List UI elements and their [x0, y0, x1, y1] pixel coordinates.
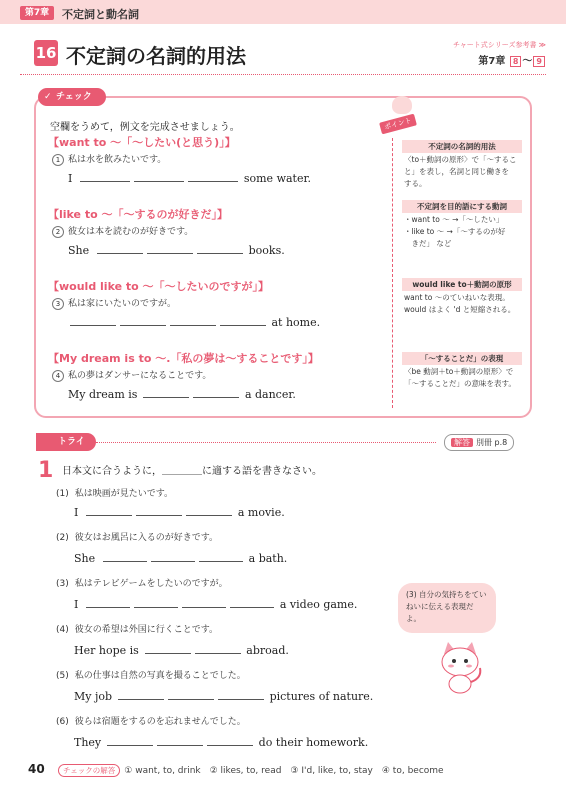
answer-blank[interactable]: [188, 172, 238, 182]
question-number: 3: [52, 298, 64, 310]
answer-blank[interactable]: [220, 316, 266, 326]
point-divider: [392, 138, 393, 408]
check-question-en: [68, 172, 311, 185]
point-heading: 「～することだ」の表現: [402, 352, 522, 365]
point-heading: 不定詞を目的語にする動詞: [402, 200, 522, 213]
item-jp-text: 彼らは宿題をするのを忘れませんでした。: [74, 717, 246, 727]
en-end: a bath.: [248, 552, 288, 565]
point-heading: 不定詞の名詞的用法: [402, 140, 522, 153]
question-number: 1: [52, 154, 64, 166]
reference-from: 8: [510, 56, 522, 67]
try-question-jp: [56, 530, 218, 543]
answer-blank[interactable]: [230, 598, 274, 608]
problem-number: 1: [38, 458, 54, 483]
answer-ref-page: 別冊 p.8: [476, 438, 508, 447]
point-line: would はよく 'd と短縮される。: [404, 305, 516, 314]
try-question-en: [74, 552, 287, 565]
check-answers: [58, 763, 444, 777]
answer-blank[interactable]: [182, 598, 226, 608]
answer-blank[interactable]: [151, 552, 195, 562]
reference-chapter: 第7章 8 ～ 9: [478, 52, 546, 67]
try-question-jp: [56, 714, 246, 727]
en-end: do their homework.: [258, 736, 369, 749]
answer-blank[interactable]: [107, 736, 153, 746]
en-start: My dream is: [68, 388, 138, 401]
point-line: きだ」 など: [404, 239, 452, 248]
point-line: 「～することだ」の意味を表す。: [404, 379, 516, 388]
try-question-jp: [56, 486, 173, 499]
try-question-jp: [56, 668, 246, 681]
en-end: abroad.: [246, 644, 289, 657]
answer-blank[interactable]: [120, 316, 166, 326]
item-number: (5): [56, 671, 69, 681]
en-end: at home.: [271, 316, 321, 329]
point-heading: would like to＋動詞の原形: [402, 278, 522, 291]
check-question-jp: [52, 224, 193, 238]
try-instruction: 日本文に合うように，＿＿＿＿に適する語を書きなさい。: [62, 466, 322, 477]
reference-to: 9: [533, 56, 545, 67]
reference-series: チャート式シリーズ参考書 ≫: [453, 41, 546, 49]
try-question-en: [74, 644, 289, 657]
en-end: a video game.: [279, 598, 358, 611]
en-end: books.: [248, 244, 285, 257]
answer-blank[interactable]: [197, 244, 243, 254]
check-question-jp: [52, 368, 211, 382]
question-jp-text: 私の夢はダンサーになることです。: [68, 371, 212, 381]
lesson-number: 16: [34, 40, 58, 66]
item-jp-text: 私はテレビゲームをしたいのですが。: [74, 579, 228, 589]
en-end: a movie.: [237, 506, 285, 519]
check-section-title: 【want to ～「～したい(と思う)」】: [48, 136, 236, 149]
answer-reference[interactable]: [444, 434, 514, 451]
en-start: She: [74, 552, 96, 565]
answer-blank[interactable]: [134, 598, 178, 608]
check-question-jp: [52, 296, 176, 310]
cat-mascot-icon: [430, 640, 490, 694]
item-jp-text: 彼女はお風呂に入るのが好きです。: [74, 533, 219, 543]
item-jp-text: 彼女の希望は外国に行くことです。: [74, 625, 219, 635]
answer-blank[interactable]: [170, 316, 216, 326]
item-number: (2): [56, 533, 69, 543]
try-divider: [96, 442, 436, 443]
question-jp-text: 私は家にいたいのですが。: [68, 299, 177, 309]
en-end: a dancer.: [244, 388, 296, 401]
answer-blank[interactable]: [186, 506, 232, 516]
point-line: want to ～のていねいな表現。: [404, 293, 510, 302]
point-line: と」を表し，名詞と同じ働きを: [404, 167, 509, 176]
answer-blank[interactable]: [134, 172, 184, 182]
check-question-en: [68, 388, 296, 401]
en-start: They: [74, 736, 102, 749]
item-number: (1): [56, 489, 69, 499]
try-question-jp: [56, 576, 228, 589]
point-line: 〈to＋動詞の原形〉で「～するこ: [404, 155, 517, 164]
answer-blank[interactable]: [70, 316, 116, 326]
answer-blank[interactable]: [103, 552, 147, 562]
check-tab: チェック: [38, 88, 106, 106]
speech-bubble: (3) 自分の気持ちをていねいに伝える表現だよ。: [398, 583, 496, 633]
lesson-title: 不定詞の名詞的用法: [66, 44, 246, 68]
en-start: I: [74, 598, 79, 611]
point-line: する。: [404, 179, 427, 188]
answer-blank[interactable]: [80, 172, 130, 182]
title-divider: [20, 74, 546, 75]
answer-blank[interactable]: [168, 690, 214, 700]
en-start: I: [68, 172, 73, 185]
try-tab: トライ: [36, 433, 96, 451]
point-body: [404, 366, 528, 390]
chapter-badge: 第7章: [20, 6, 54, 20]
answer-blank[interactable]: [136, 506, 182, 516]
try-question-en: [74, 506, 285, 519]
reference-chapter-label: 第7章: [478, 56, 506, 67]
check-icon: ✓: [44, 92, 52, 102]
point-line: ・want to ～ →「～したい」: [404, 215, 504, 224]
answer-blank[interactable]: [195, 644, 241, 654]
point-line: 〈be 動詞＋to＋動詞の原形〉で: [404, 367, 514, 376]
try-question-en: [74, 690, 373, 703]
item-jp-text: 私は映画が見たいです。: [74, 489, 174, 499]
question-number: 2: [52, 226, 64, 238]
point-body: [404, 214, 526, 250]
question-number: 4: [52, 370, 64, 382]
en-end: some water.: [243, 172, 312, 185]
check-section-title: 【My dream is to ～.「私の夢は～することです」】: [48, 352, 319, 365]
check-section-title: 【like to ～「～するのが好きだ」】: [48, 208, 228, 221]
point-tag: ポイント: [379, 114, 417, 135]
en-end: pictures of nature.: [269, 690, 374, 703]
answer-blank[interactable]: [86, 506, 132, 516]
answer-blank[interactable]: [97, 244, 143, 254]
answer-blank[interactable]: [118, 690, 164, 700]
en-start: Her hope is: [74, 644, 139, 657]
answer-blank[interactable]: [157, 736, 203, 746]
answer-blank[interactable]: [199, 552, 243, 562]
try-question-en: [74, 736, 368, 749]
item-jp-text: 私の仕事は自然の写真を撮ることでした。: [74, 671, 246, 681]
point-body: [404, 292, 528, 316]
try-question-en: [74, 598, 357, 611]
question-jp-text: 彼女は本を読むのが好きです。: [68, 227, 194, 237]
header-title: 不定詞と動名詞: [62, 8, 139, 21]
question-jp-text: 私は水を飲みたいです。: [68, 155, 167, 165]
answer-blank[interactable]: [207, 736, 253, 746]
check-answers-label: チェックの解答: [58, 764, 120, 777]
answer-ref-label: 解答: [451, 438, 473, 447]
check-question-en: [68, 316, 320, 329]
answer-blank[interactable]: [218, 690, 264, 700]
answer-blank[interactable]: [193, 388, 239, 398]
check-section-title: 【would like to ～「～したいのですが」】: [48, 280, 270, 293]
try-question-jp: [56, 622, 218, 635]
item-number: (4): [56, 625, 69, 635]
answer-blank[interactable]: [145, 644, 191, 654]
item-number: (3): [56, 579, 69, 589]
check-question-en: [68, 244, 285, 257]
en-start: My job: [74, 690, 113, 703]
point-body: [404, 154, 526, 190]
check-answers-text: ① want, to, drink ② likes, to, read ③ I'd, like, to, stay ④ to, become: [124, 766, 444, 776]
page-number: 40: [28, 762, 45, 776]
check-instruction: 空欄をうめて，例文を完成させましょう。: [50, 122, 240, 133]
answer-blank[interactable]: [147, 244, 193, 254]
answer-blank[interactable]: [86, 598, 130, 608]
item-number: (6): [56, 717, 69, 727]
answer-blank[interactable]: [143, 388, 189, 398]
en-start: I: [74, 506, 79, 519]
en-start: She: [68, 244, 90, 257]
point-line: ・like to ～ →「～するのが好: [404, 227, 506, 236]
check-question-jp: [52, 152, 166, 166]
